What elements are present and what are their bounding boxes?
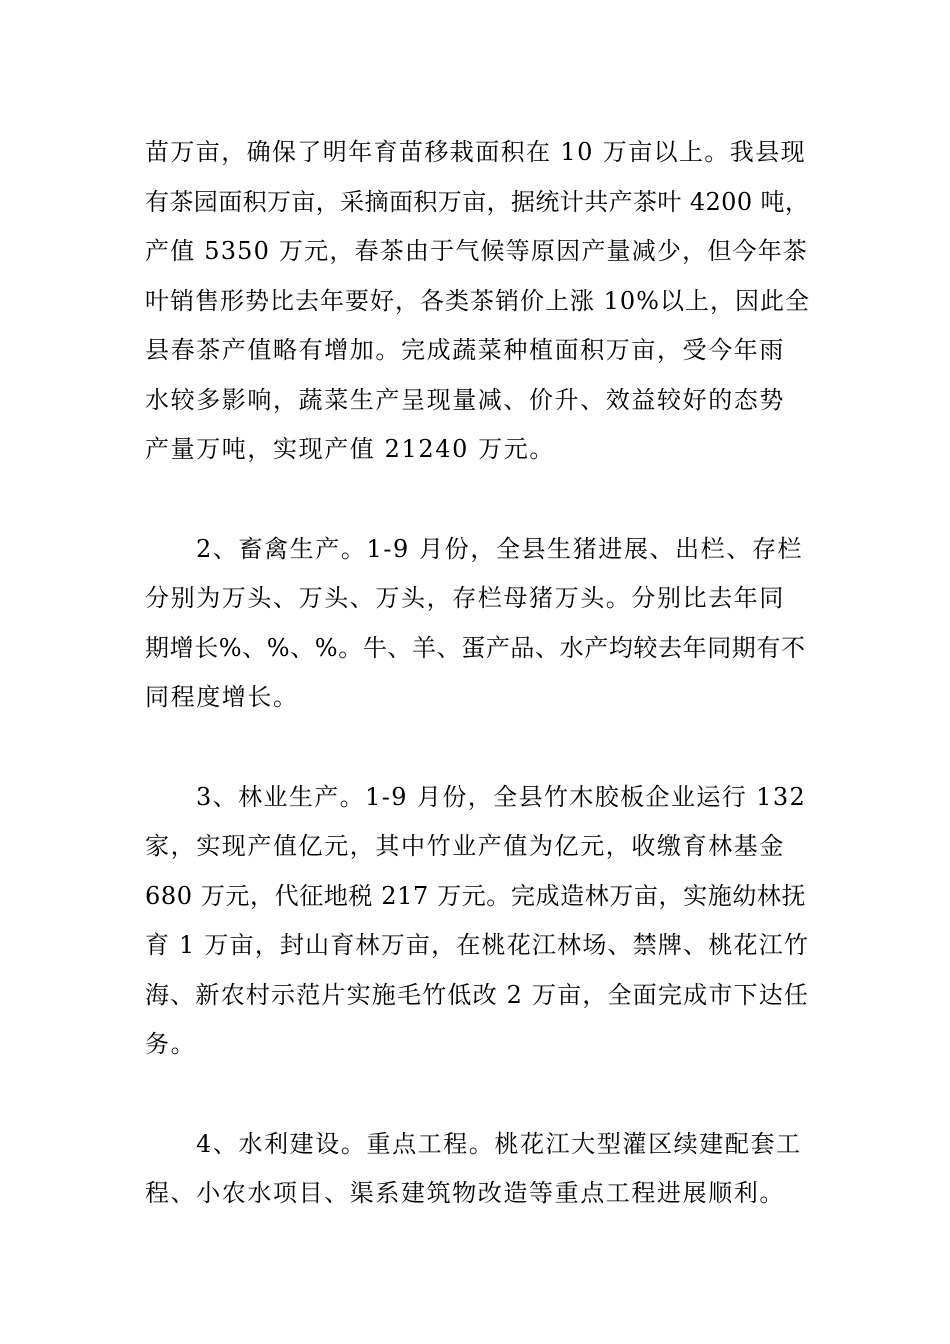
text-line: 程、小农水项目、渠系建筑物改造等重点工程进展顺利。 (145, 1179, 785, 1207)
text-line: 同程度增长。 (145, 683, 299, 711)
text-line: 海、新农村示范片实施毛竹低改 2 万亩，全面完成市下达任 (145, 981, 810, 1009)
text-line: 叶销售形势比去年要好，各类茶销价上涨 10%以上，因此全 (145, 287, 810, 315)
text-line: 680 万元，代征地税 217 万元。完成造林万亩，实施幼林抚 (145, 882, 807, 910)
text-line: 4、水利建设。重点工程。桃花江大型灌区续建配套工 (196, 1130, 802, 1158)
text-line: 家，实现产值亿元，其中竹业产值为亿元，收缴育林基金 (145, 832, 785, 860)
text-line: 苗万亩，确保了明年育苗移栽面积在 10 万亩以上。我县现 (145, 138, 806, 166)
text-line: 产值 5350 万元，春茶由于气候等原因产量减少，但今年茶 (145, 237, 809, 265)
text-line: 3、林业生产。1-9 月份，全县竹木胶板企业运行 132 (196, 783, 807, 811)
text-line: 水较多影响，蔬菜生产呈现量减、价升、效益较好的态势 (145, 386, 785, 414)
text-line: 有茶园面积万亩，采摘面积万亩，据统计共产茶叶 4200 吨， (145, 188, 810, 216)
text-line: 2、畜禽生产。1-9 月份，全县生猪进展、出栏、存栏 (196, 535, 804, 563)
text-line: 产量万吨，实现产值 21240 万元。 (145, 435, 556, 463)
text-line: 期增长%、%、%。牛、羊、蛋产品、水产均较去年同期有不 (145, 634, 806, 662)
text-line: 分别为万头、万头、万头，存栏母猪万头。分别比去年同 (145, 584, 785, 612)
text-line: 县春茶产值略有增加。完成蔬菜种植面积万亩，受今年雨 (145, 336, 785, 364)
text-line: 务。 (145, 1030, 197, 1058)
text-line: 育 1 万亩，封山育林万亩，在桃花江林场、禁牌、桃花江竹 (145, 931, 810, 959)
